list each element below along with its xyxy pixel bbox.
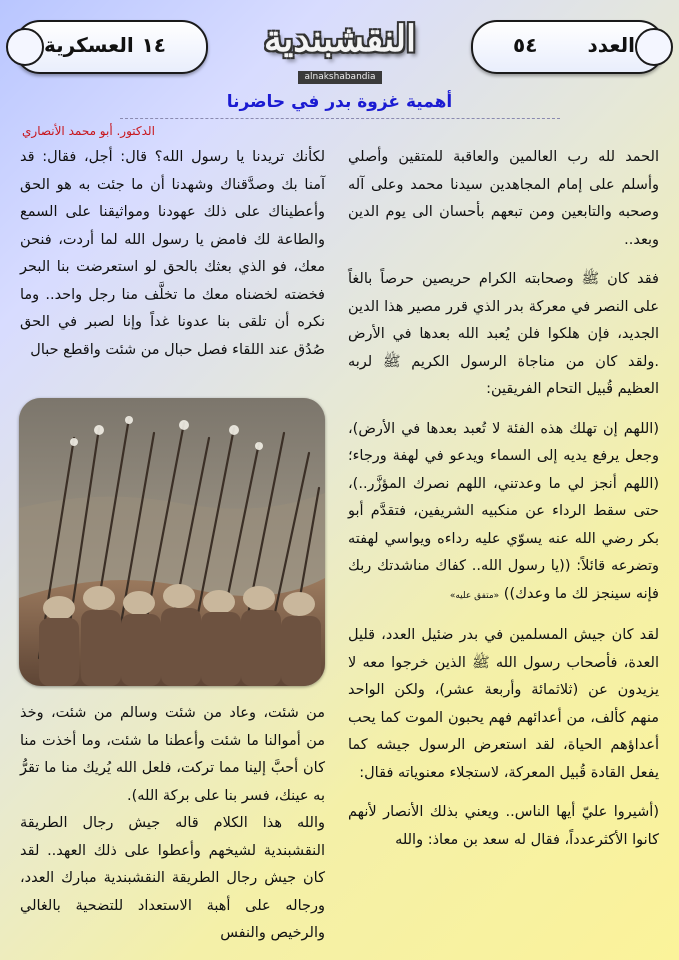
paragraph: من شئت، وعاد من شئت وسالم من شئت، وخذ من أموالنا ما شئت وأعطنا ما شئت، وما أخذت منا كان أحبَّ إلينا مما تركت، فلعل الله يُريك منا ما تقرُّ به عينك، فسر بنا على بركة الله).	[20, 705, 325, 804]
paragraph: فقد كان ﷺ وصحابته الكرام حريصين حرصاً بالغاً على النصر في معركة بدر الذي قرر مصير هذا الدين الجديد، فإن هلكوا فلن يُعبد الله بعدها في الأرض .ولقد كان من مناجاة الرسول الكريم ﷺ لربه العظيم قُبيل التحام الفريقين:	[348, 271, 659, 397]
magazine-logo	[244, 14, 436, 80]
issue-number: ٥٤	[513, 33, 538, 57]
army-spears-photo	[19, 398, 325, 686]
logo-title: النقشبندية	[263, 18, 417, 60]
scroll-curl-icon	[635, 28, 673, 66]
logo-url: alnakshabandia	[298, 71, 381, 84]
paragraph: والله هذا الكلام قاله جيش رجال الطريقة النقشبندية لشيخهم وأعطوا على ذلك العهد.. لقد كان جيش رجال الطريقة النقشبندية مبارك العدد، ورجاله على أهبة الاستعداد للتضحية بالغالي والرخيص والنفس	[20, 815, 325, 941]
paragraph: لكأنك تريدنا يا رسول الله؟ قال: أجل، فقال: قد آمنا بك وصدَّقناك وشهدنا أن ما جئت به هو الحق وأعطيناك على ذلك عهودنا ومواثيقنا على السمع والطاعة لك فامض يا رسول الله لما أردت، فنحن معك، فو الذي بعثك بالحق لو استعرضت بنا البحر فخضته لخضناه معك ما تخلَّف منا رجل واحد.. وما نكره أن تلقى بنا عدونا غداً وإنا لصبر في الحق صُدُق عند اللقاء فصل حبال من شئت واقطع حبال	[20, 149, 325, 358]
scroll-curl-icon	[6, 28, 44, 66]
left-text-column-bottom	[20, 700, 325, 948]
section-name: العسكرية	[44, 33, 134, 57]
issue-label: العدد	[587, 33, 635, 57]
title-divider	[120, 118, 560, 119]
paragraph: (أشيروا عليّ أيها الناس.. ويعني بذلك الأنصار لأنهم كانوا الأكثرعدداً، فقال له سعد بن معاذ: والله	[348, 804, 659, 848]
article-title: أهمية غزوة بدر في حاضرنا	[226, 92, 453, 112]
article-author: الدكتور. أبو محمد الأنصاري	[22, 124, 155, 138]
page-number: ١٤	[141, 33, 166, 57]
paragraph	[348, 416, 659, 611]
paragraph: لقد كان جيش المسلمين في بدر ضئيل العدد، قليل العدة، فأصحاب رسول الله ﷺ الذين خرجوا معه لا يزيدون عن (ثلاثمائة وأربعة عشر)، ولكن الواحد منهم كألف، من أعدائهم فهم يحبون الموت كما يحب أعداؤهم الحياة، لقد استعرض الرسول جيشه كما يفعل القادة قُبيل المعركة، لاستجلاء معنوياته فقال:	[348, 627, 659, 781]
right-text-column	[348, 144, 659, 854]
quote-text: (اللهم إن تهلك هذه الفئة لا تُعبد بعدها في الأرض)، وجعل يرفع يديه إلى السماء ويدعو في لهفة ورجاء؛ (اللهم أنجز لي ما وعدتني، اللهم نصرك المؤزَّر..)، حتى سقط الرداء عن منكبيه الشريفين، فتقدَّم أبو بكر رضي الله عنه يسوّي عليه رداءه ويواسي لهفته وتضرعه قائلاً: ((يا رسول الله.. كفاك مناشدتك ربك فإنه سينجز لك ما وعدك))	[348, 420, 659, 602]
hadith-note: «متفق عليه»	[449, 590, 500, 601]
left-text-column-top	[20, 144, 325, 364]
page-header	[0, 0, 679, 92]
section-scroll-banner	[14, 20, 208, 74]
issue-scroll-banner	[471, 20, 665, 74]
paragraph: الحمد لله رب العالمين والعاقبة للمتقين وأصلي وأسلم على إمام المجاهدين سيدنا محمد وعلى آله وصحبه والتابعين ومن تبعهم بأحسان الى يوم الدين وبعد..	[348, 149, 659, 248]
battle-scene-image	[19, 398, 325, 686]
